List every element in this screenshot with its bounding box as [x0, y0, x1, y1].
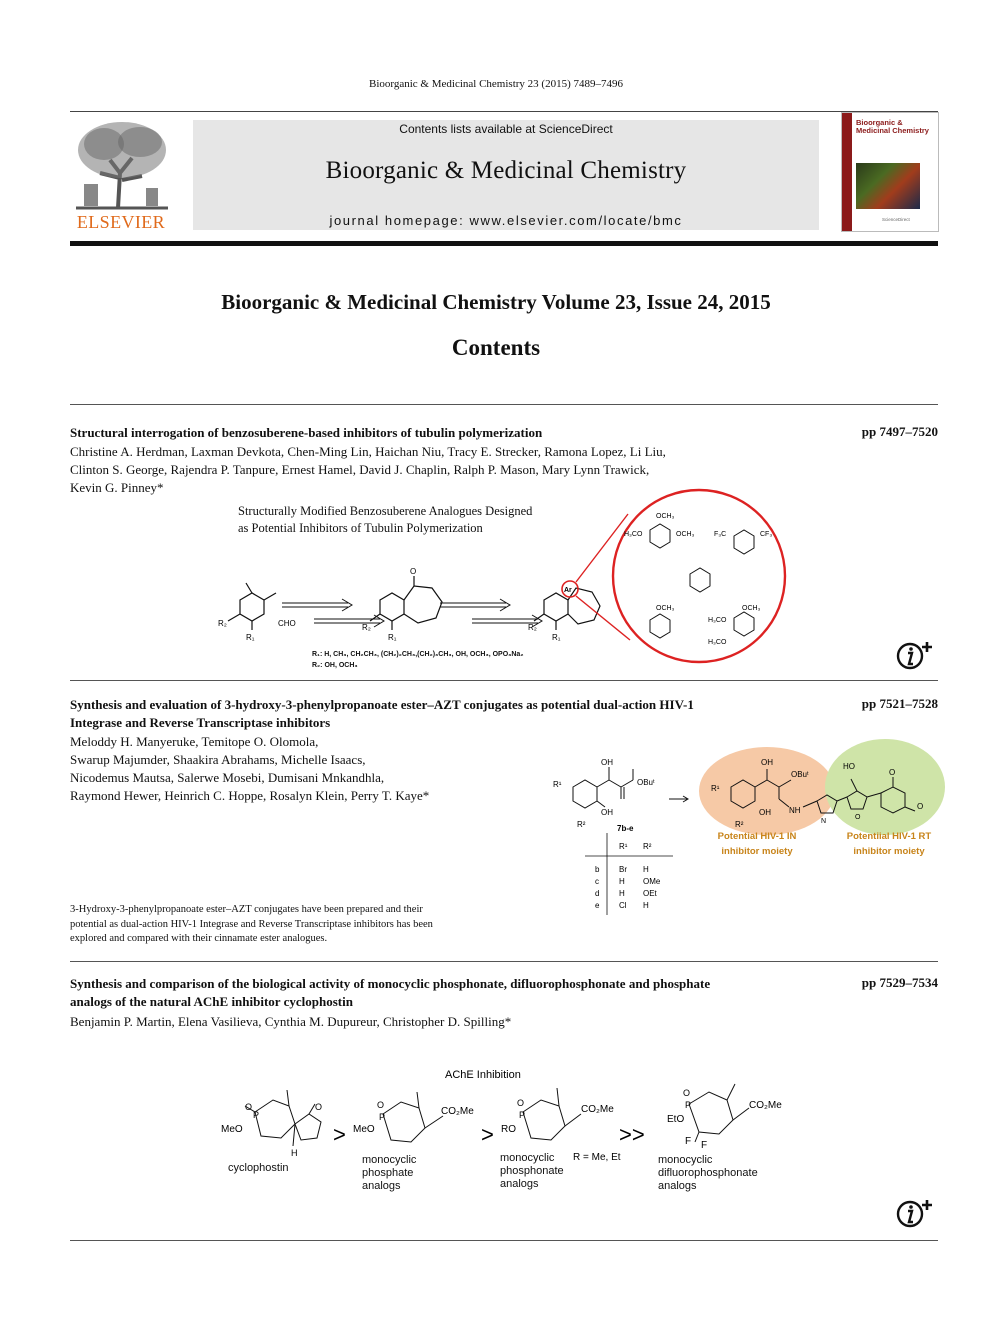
- compound-name-phosphate: [362, 1154, 416, 1193]
- compound-name-line: analogs: [362, 1180, 401, 1192]
- cover-image: [856, 163, 920, 209]
- rt-moiety-label: [832, 829, 946, 859]
- eto-label: EtO: [667, 1114, 685, 1125]
- cover-title: Bioorganic & Medicinal Chemistry: [856, 118, 929, 135]
- article-2-graphical-abstract: [545, 735, 945, 920]
- in-moiety-label: [700, 829, 814, 859]
- ar-label: Ar: [564, 587, 572, 594]
- zoom-line: [576, 596, 630, 640]
- abstract-line: potential as dual-action HIV-1 Integrase and Reverse Transcriptase inhibitors has been: [70, 918, 433, 930]
- aryl-group-phenyl: [690, 568, 710, 592]
- r1-label: R₁: [246, 633, 255, 642]
- table-cell: H: [619, 877, 625, 886]
- comparator: >: [333, 1122, 346, 1147]
- article-1-graphical-abstract: [210, 478, 810, 678]
- table-header-r1: R¹: [619, 842, 628, 851]
- r2-label: R²: [735, 820, 744, 829]
- meo-label: MeO: [221, 1124, 243, 1135]
- compound-name-line: phosphate: [362, 1167, 414, 1179]
- ro-label: RO: [501, 1124, 516, 1135]
- reaction-arrows: [282, 599, 542, 627]
- compound-name-line: monocyclic: [500, 1152, 555, 1164]
- hydroxy-ester-structure: [573, 767, 633, 808]
- compound-name-line: phosphonate: [500, 1165, 564, 1177]
- elsevier-wordmark: ELSEVIER: [76, 212, 166, 232]
- och3-label: OCH₃: [742, 605, 761, 612]
- aryl-group-circle: [613, 490, 785, 662]
- author-line: Benjamin P. Martin, Elena Vasilieva, Cynthia M. Dupureur, Christopher D. Spilling*: [70, 1014, 512, 1029]
- r1-label: R₁: [552, 633, 561, 642]
- cf3-label: CF₃: [760, 531, 773, 538]
- caption-line: Structurally Modified Benzosuberene Analogues Designed: [238, 504, 533, 518]
- comparator: >: [481, 1122, 494, 1147]
- author-line: Raymond Hewer, Heinrich C. Hoppe, Rosalyn Klein, Perry T. Kaye*: [70, 788, 430, 803]
- phosphoryl-o-label: O: [245, 1102, 253, 1112]
- phosphoryl-o-label: O: [377, 1100, 385, 1110]
- otbu-label: OBuᵗ: [637, 778, 655, 787]
- oh-label: OH: [601, 808, 613, 817]
- meo-label: MeO: [353, 1124, 375, 1135]
- article-2-authors: [70, 733, 429, 805]
- compound-name-line: difluorophosphonate: [658, 1167, 758, 1179]
- aryl-group-trimethoxy-2: [734, 612, 754, 636]
- article-separator: [70, 961, 938, 962]
- article-1-pages: pp 7497–7520: [861, 424, 938, 439]
- journal-homepage-link[interactable]: journal homepage: www.elsevier.com/locate/bmc: [329, 213, 683, 228]
- table-cell: H: [643, 865, 649, 874]
- article-3-authors: [70, 1013, 511, 1031]
- carbonyl-o-label: O: [889, 768, 896, 777]
- header-top-rule: [70, 111, 938, 112]
- aryl-group-methoxyphenyl: [650, 614, 670, 638]
- och3-label: OCH₃: [656, 513, 675, 520]
- compound-name-cyclophostin: [228, 1162, 289, 1175]
- phosphate-analog-structure: [383, 1092, 443, 1142]
- och3-label: OCH₃: [656, 605, 675, 612]
- title-line: analogs of the natural AChE inhibitor cyclophostin: [70, 994, 353, 1009]
- p-label: P: [379, 1112, 386, 1122]
- oh-label: OH: [601, 758, 613, 767]
- issue-title: Bioorganic & Medicinal Chemistry Volume 23, Issue 24, 2015: [221, 290, 771, 314]
- f-label: F: [685, 1136, 692, 1147]
- cover-spine: [842, 113, 852, 231]
- author-line: Christine A. Herdman, Laxman Devkota, Chen-Ming Lin, Haichan Niu, Tracy E. Strecker, Ramona Lopez, Li Liu,: [70, 444, 666, 459]
- ring-o-label: O: [855, 814, 861, 821]
- article-2-abstract: [70, 903, 513, 947]
- table-cell: e: [595, 901, 600, 910]
- h3co-label: H₃CO: [708, 617, 727, 624]
- h-label: H: [291, 1148, 298, 1158]
- author-line: Swarup Majumder, Shaakira Abrahams, Michelle Isaacs,: [70, 752, 366, 767]
- phosphoryl-o-label: O: [517, 1098, 525, 1108]
- title-line: Integrase and Reverse Transcriptase inhibitors: [70, 715, 331, 730]
- cover-footer: ScienceDirect: [882, 217, 910, 222]
- f-label: F: [701, 1140, 708, 1151]
- journal-citation: Bioorganic & Medicinal Chemistry 23 (2015) 7489–7496: [369, 78, 623, 90]
- author-line: Clinton S. George, Rajendra P. Tanpure, Ernest Hamel, David J. Chaplin, Ralph P. Mason, Mary Lynn Trawick,: [70, 462, 650, 477]
- r-substituent-note: R = Me, Et: [573, 1152, 621, 1163]
- table-cell: c: [595, 877, 599, 886]
- table-cell: b: [595, 865, 600, 874]
- r1-label: R₁: [388, 633, 397, 642]
- co2me-label: CO₂Me: [749, 1100, 782, 1111]
- phosphonate-analog-structure: [523, 1088, 581, 1140]
- h3co-label: H₃CO: [708, 639, 727, 646]
- article-separator: [70, 1240, 938, 1241]
- abstract-line: 3-Hydroxy-3-phenylpropanoate ester–AZT conjugates have been prepared and their: [70, 904, 423, 915]
- och3-label: OCH₃: [676, 531, 695, 538]
- info-plus-icon[interactable]: [896, 1198, 936, 1228]
- p-label: P: [253, 1110, 260, 1120]
- r1-substituent-note: R₁: H, CH₃, CH₂CH₃, (CH₂)₂CH₃,(CH₂)₃CH₃, OH, OCH₃, OPO₃Na₂: [312, 651, 524, 658]
- caption-line: as Potential Inhibitors of Tubulin Polymerization: [238, 521, 483, 535]
- author-line: Kevin G. Pinney*: [70, 480, 164, 495]
- table-cell: H: [619, 889, 625, 898]
- compound-name-line: analogs: [658, 1180, 697, 1192]
- journal-title: Bioorganic & Medicinal Chemistry: [325, 157, 687, 184]
- compound-name-line: monocyclic: [362, 1154, 417, 1166]
- table-cell: d: [595, 889, 600, 898]
- aryl-group-bis-cf3: [734, 530, 754, 554]
- header-bottom-rule: [70, 241, 938, 246]
- table-cell: H: [643, 901, 649, 910]
- compound-name-phosphonate: [500, 1152, 564, 1191]
- r2-substituent-note: R₂: OH, OCH₃: [312, 662, 358, 669]
- article-separator: [70, 404, 938, 405]
- abstract-line: explored and compared with their cinnamate ester analogues.: [70, 933, 328, 944]
- substituent-table: [595, 865, 661, 910]
- comparator: >>: [619, 1122, 645, 1147]
- oh-label: OH: [759, 808, 771, 817]
- phosphoryl-o-label: O: [683, 1088, 691, 1098]
- co2me-label: CO₂Me: [581, 1104, 614, 1115]
- title-line: Synthesis and evaluation of 3-hydroxy-3-phenylpropanoate ester–AZT conjugates as potential dual-action HIV-1: [70, 697, 694, 712]
- co2me-label: CO₂Me: [441, 1106, 474, 1117]
- moiety-line: inhibitor moiety: [721, 846, 793, 857]
- oh-label: OH: [761, 758, 773, 767]
- triazole-n-label: N: [821, 818, 827, 825]
- carbonyl-o-label: O: [315, 1102, 323, 1112]
- benzosuberene-structure: [534, 588, 600, 630]
- article-3-title[interactable]: [70, 975, 840, 1011]
- aryl-group-trimethoxy: [650, 524, 670, 548]
- compound-name-line: cyclophostin: [228, 1162, 289, 1174]
- ketone-o-label: O: [410, 567, 417, 576]
- compound-name-line: analogs: [500, 1178, 539, 1190]
- aldehyde-structure: [228, 583, 276, 630]
- p-label: P: [685, 1100, 692, 1110]
- table-cell: OEt: [643, 889, 657, 898]
- ache-inhibition-heading: AChE Inhibition: [445, 1069, 521, 1081]
- table-cell: Br: [619, 865, 627, 874]
- cho-label: CHO: [278, 619, 296, 628]
- ho-label: HO: [843, 762, 855, 771]
- article-separator: [70, 680, 938, 681]
- p-label: P: [519, 1110, 526, 1120]
- sciencedirect-line[interactable]: Contents lists available at ScienceDirect: [399, 122, 613, 136]
- r2-label: R₂: [528, 623, 537, 632]
- moiety-line: Potentiial HIV-1 RT: [846, 831, 932, 842]
- moiety-line: Potential HIV-1 IN: [717, 831, 797, 842]
- table-cell: Cl: [619, 901, 627, 910]
- r1-label: R¹: [553, 780, 562, 789]
- r2-label: R₂: [362, 623, 371, 632]
- title-line: Synthesis and comparison of the biological activity of monocyclic phosphonate, difluorophosphonate and phosphate: [70, 976, 711, 991]
- otbu-label: OBuᵗ: [791, 770, 809, 779]
- compound-name-difluorophosphonate: [658, 1154, 758, 1193]
- article-3-pages: pp 7529–7534: [861, 975, 938, 990]
- compound-name-line: monocyclic: [658, 1154, 713, 1166]
- info-plus-icon[interactable]: [896, 640, 936, 670]
- difluorophosphonate-analog-structure: [689, 1084, 749, 1142]
- f3c-label: F₃C: [714, 531, 727, 538]
- article-2-pages: pp 7521–7528: [861, 696, 938, 711]
- carbonyl-o-label: O: [917, 802, 924, 811]
- table-header-r2: R²: [643, 842, 652, 851]
- nh-label: NH: [789, 806, 801, 815]
- table-cell: OMe: [643, 877, 661, 886]
- r2-label: R₂: [218, 619, 227, 628]
- zoom-line: [576, 514, 628, 582]
- article-2-title[interactable]: [70, 696, 840, 732]
- rt-moiety-blob: [825, 739, 945, 835]
- contents-heading: Contents: [451, 335, 541, 360]
- moiety-line: inhibitor moiety: [853, 846, 925, 857]
- h3co-label: H₃CO: [624, 531, 643, 538]
- author-line: Meloddy H. Manyeruke, Temitope O. Olomola,: [70, 734, 319, 749]
- journal-cover-thumbnail[interactable]: [841, 112, 939, 232]
- author-line: Nicodemus Mautsa, Salerwe Mosebi, Dumisani Mnkandhla,: [70, 770, 385, 785]
- r2-label: R²: [577, 820, 586, 829]
- article-1-title[interactable]: Structural interrogation of benzosuberene-based inhibitors of tubulin polymerization: [70, 425, 543, 440]
- compound-label: 7b-e: [617, 824, 634, 833]
- r1-label: R¹: [711, 784, 720, 793]
- benzosuberone-structure: [370, 576, 442, 630]
